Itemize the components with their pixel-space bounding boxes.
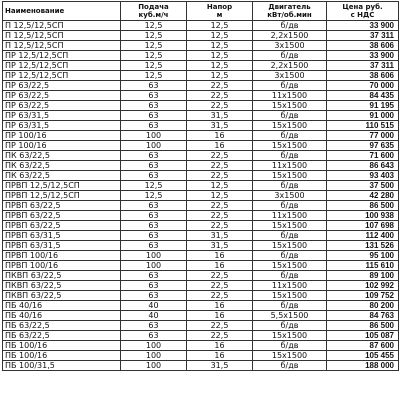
cell-head: 31,5: [187, 231, 253, 241]
table-body: [3, 21, 399, 371]
cell-flow: 12,5: [121, 31, 187, 41]
cell-head: 22,5: [187, 171, 253, 181]
cell-head: 22,5: [187, 201, 253, 211]
cell-flow: 12,5: [121, 181, 187, 191]
cell-name: ПР 12,5/12,5СП: [3, 51, 121, 61]
table-row: [3, 341, 399, 351]
table-row: [3, 71, 399, 81]
cell-price: 37 500: [327, 181, 399, 191]
cell-flow: 63: [121, 321, 187, 331]
cell-price: 89 100: [327, 271, 399, 281]
cell-flow: 12,5: [121, 21, 187, 31]
cell-price: 42 280: [327, 191, 399, 201]
cell-motor: 2,2х1500: [253, 61, 327, 71]
header-head-line2: м: [216, 11, 223, 19]
table-row: [3, 111, 399, 121]
cell-head: 16: [187, 131, 253, 141]
cell-flow: 63: [121, 281, 187, 291]
cell-head: 22,5: [187, 331, 253, 341]
table-row: [3, 211, 399, 221]
cell-flow: 100: [121, 261, 187, 271]
cell-flow: 63: [121, 121, 187, 131]
cell-flow: 63: [121, 81, 187, 91]
cell-motor: б/дв: [253, 181, 327, 191]
cell-name: ПРВП 63/22,5: [3, 211, 121, 221]
cell-motor: 11х1500: [253, 281, 327, 291]
cell-price: 84 435: [327, 91, 399, 101]
cell-price: 97 635: [327, 141, 399, 151]
cell-name: П 12,5/12,5СП: [3, 41, 121, 51]
cell-motor: б/дв: [253, 321, 327, 331]
table-row: [3, 291, 399, 301]
cell-name: ПРВП 12,5/12,5СП: [3, 191, 121, 201]
cell-flow: 12,5: [121, 71, 187, 81]
cell-motor: 15х1500: [253, 351, 327, 361]
table-row: [3, 31, 399, 41]
cell-name: ПКВП 63/22,5: [3, 281, 121, 291]
table-row: [3, 321, 399, 331]
cell-name: ПБ 63/22,5: [3, 321, 121, 331]
cell-motor: б/дв: [253, 271, 327, 281]
cell-name: ПРВП 63/22,5: [3, 221, 121, 231]
cell-flow: 63: [121, 211, 187, 221]
table-row: [3, 271, 399, 281]
table-row: [3, 231, 399, 241]
table-row: [3, 331, 399, 341]
cell-motor: б/дв: [253, 21, 327, 31]
table-row: [3, 351, 399, 361]
cell-motor: б/дв: [253, 301, 327, 311]
cell-motor: б/дв: [253, 111, 327, 121]
cell-price: 107 698: [327, 221, 399, 231]
cell-head: 31,5: [187, 361, 253, 371]
cell-name: ПБ 100/16: [3, 351, 121, 361]
header-flow: [121, 2, 187, 21]
table-header: [3, 2, 399, 21]
cell-head: 12,5: [187, 181, 253, 191]
cell-price: 87 600: [327, 341, 399, 351]
header-price: [327, 2, 399, 21]
cell-motor: б/дв: [253, 361, 327, 371]
header-motor-line2: кВт/об.мин: [267, 11, 312, 19]
cell-price: 38 606: [327, 41, 399, 51]
cell-name: ПБ 63/22,5: [3, 331, 121, 341]
cell-price: 102 992: [327, 281, 399, 291]
cell-head: 12,5: [187, 61, 253, 71]
cell-name: ПР 63/31,5: [3, 121, 121, 131]
cell-flow: 100: [121, 341, 187, 351]
table-row: [3, 171, 399, 181]
cell-motor: б/дв: [253, 51, 327, 61]
cell-motor: 15х1500: [253, 141, 327, 151]
cell-head: 22,5: [187, 91, 253, 101]
table-row: [3, 181, 399, 191]
cell-head: 22,5: [187, 221, 253, 231]
cell-head: 22,5: [187, 321, 253, 331]
cell-head: 16: [187, 251, 253, 261]
cell-name: ПР 63/22,5: [3, 81, 121, 91]
cell-motor: 3х1500: [253, 41, 327, 51]
cell-name: ПР 63/22,5: [3, 91, 121, 101]
cell-name: П 12,5/12,5СП: [3, 21, 121, 31]
cell-head: 31,5: [187, 241, 253, 251]
cell-name: ПР 100/16: [3, 131, 121, 141]
cell-name: ПБ 100/16: [3, 341, 121, 351]
cell-price: 71 600: [327, 151, 399, 161]
cell-motor: 11х1500: [253, 211, 327, 221]
cell-motor: 15х1500: [253, 171, 327, 181]
cell-name: ПР 63/22,5: [3, 101, 121, 111]
cell-flow: 100: [121, 351, 187, 361]
cell-head: 22,5: [187, 81, 253, 91]
cell-flow: 100: [121, 361, 187, 371]
cell-motor: б/дв: [253, 251, 327, 261]
cell-motor: 15х1500: [253, 261, 327, 271]
table-row: [3, 361, 399, 371]
cell-motor: б/дв: [253, 201, 327, 211]
cell-motor: 15х1500: [253, 101, 327, 111]
cell-name: ПРВП 63/22,5: [3, 201, 121, 211]
table-row: [3, 141, 399, 151]
cell-price: 33 900: [327, 21, 399, 31]
cell-motor: 3х1500: [253, 191, 327, 201]
cell-flow: 63: [121, 91, 187, 101]
cell-name: ПР 12,5/12,5СП: [3, 71, 121, 81]
cell-motor: б/дв: [253, 231, 327, 241]
table-row: [3, 51, 399, 61]
cell-price: 37 311: [327, 31, 399, 41]
table-row: [3, 121, 399, 131]
cell-name: ПРВП 100/16: [3, 261, 121, 271]
cell-head: 12,5: [187, 191, 253, 201]
cell-motor: 2,2х1500: [253, 31, 327, 41]
cell-head: 12,5: [187, 71, 253, 81]
cell-motor: 15х1500: [253, 241, 327, 251]
cell-price: 86 500: [327, 201, 399, 211]
cell-flow: 63: [121, 331, 187, 341]
cell-head: 12,5: [187, 41, 253, 51]
cell-price: 86 500: [327, 321, 399, 331]
cell-name: ПК 63/22,5: [3, 171, 121, 181]
cell-motor: б/дв: [253, 341, 327, 351]
cell-head: 22,5: [187, 281, 253, 291]
cell-price: 37 311: [327, 61, 399, 71]
header-motor-line1: Двигатель: [268, 3, 311, 11]
cell-price: 86 643: [327, 161, 399, 171]
cell-name: ПБ 40/16: [3, 311, 121, 321]
cell-motor: 15х1500: [253, 331, 327, 341]
cell-flow: 63: [121, 101, 187, 111]
price-table: [2, 1, 399, 371]
cell-price: 95 100: [327, 251, 399, 261]
cell-motor: 11х1500: [253, 91, 327, 101]
cell-price: 100 938: [327, 211, 399, 221]
table-row: [3, 301, 399, 311]
table-row: [3, 221, 399, 231]
cell-name: П 12,5/12,5СП: [3, 31, 121, 41]
cell-flow: 63: [121, 201, 187, 211]
cell-head: 22,5: [187, 151, 253, 161]
cell-name: ПР 63/31,5: [3, 111, 121, 121]
cell-flow: 100: [121, 251, 187, 261]
cell-name: ПБ 100/31,5: [3, 361, 121, 371]
header-name-label: Наименование: [5, 7, 65, 15]
cell-head: 22,5: [187, 211, 253, 221]
cell-motor: б/дв: [253, 81, 327, 91]
cell-flow: 12,5: [121, 51, 187, 61]
cell-motor: 3х1500: [253, 71, 327, 81]
cell-price: 91 000: [327, 111, 399, 121]
cell-name: ПК 63/22,5: [3, 151, 121, 161]
cell-price: 77 000: [327, 131, 399, 141]
header-head-line1: Напор: [206, 3, 233, 11]
cell-name: ПРВП 63/31,5: [3, 231, 121, 241]
header-price-line2: с НДС: [350, 11, 375, 19]
table-row: [3, 311, 399, 321]
cell-motor: 5,5х1500: [253, 311, 327, 321]
cell-flow: 63: [121, 221, 187, 231]
cell-name: ПБ 40/16: [3, 301, 121, 311]
cell-price: 115 610: [327, 261, 399, 271]
cell-name: ПРВП 12,5/12,5СП: [3, 181, 121, 191]
cell-motor: 15х1500: [253, 221, 327, 231]
cell-price: 105 087: [327, 331, 399, 341]
cell-head: 16: [187, 311, 253, 321]
cell-head: 22,5: [187, 161, 253, 171]
cell-flow: 12,5: [121, 191, 187, 201]
table-row: [3, 101, 399, 111]
cell-flow: 40: [121, 301, 187, 311]
cell-name: ПР 12,5/12,5СП: [3, 61, 121, 71]
cell-flow: 100: [121, 141, 187, 151]
table-row: [3, 61, 399, 71]
cell-name: ПР 100/16: [3, 141, 121, 151]
cell-price: 70 000: [327, 81, 399, 91]
cell-price: 93 403: [327, 171, 399, 181]
table-row: [3, 201, 399, 211]
table-row: [3, 251, 399, 261]
cell-head: 12,5: [187, 31, 253, 41]
cell-flow: 63: [121, 231, 187, 241]
price-list-sheet: [2, 1, 398, 371]
cell-price: 80 200: [327, 301, 399, 311]
cell-flow: 63: [121, 111, 187, 121]
header-price-line1: Цена руб.: [342, 3, 383, 11]
cell-price: 109 752: [327, 291, 399, 301]
table-row: [3, 261, 399, 271]
header-name: [3, 2, 121, 21]
cell-flow: 63: [121, 151, 187, 161]
cell-head: 31,5: [187, 121, 253, 131]
header-motor: [253, 2, 327, 21]
cell-name: ПК 63/22,5: [3, 161, 121, 171]
cell-head: 22,5: [187, 101, 253, 111]
cell-motor: б/дв: [253, 131, 327, 141]
cell-flow: 63: [121, 291, 187, 301]
cell-head: 12,5: [187, 21, 253, 31]
table-row: [3, 161, 399, 171]
table-row: [3, 241, 399, 251]
cell-price: 110 515: [327, 121, 399, 131]
cell-head: 16: [187, 301, 253, 311]
cell-flow: 12,5: [121, 61, 187, 71]
table-row: [3, 41, 399, 51]
table-row: [3, 281, 399, 291]
header-head: [187, 2, 253, 21]
cell-price: 188 000: [327, 361, 399, 371]
table-row: [3, 81, 399, 91]
cell-price: 84 763: [327, 311, 399, 321]
cell-head: 31,5: [187, 111, 253, 121]
cell-flow: 63: [121, 171, 187, 181]
cell-name: ПРВП 63/31,5: [3, 241, 121, 251]
cell-head: 16: [187, 141, 253, 151]
table-row: [3, 21, 399, 31]
cell-name: ПРВП 100/16: [3, 251, 121, 261]
cell-price: 112 400: [327, 231, 399, 241]
cell-motor: 15х1500: [253, 121, 327, 131]
header-flow-line2: куб.м/ч: [138, 11, 169, 19]
cell-flow: 100: [121, 131, 187, 141]
cell-price: 131 526: [327, 241, 399, 251]
table-row: [3, 191, 399, 201]
cell-flow: 40: [121, 311, 187, 321]
cell-head: 22,5: [187, 271, 253, 281]
cell-head: 12,5: [187, 51, 253, 61]
header-flow-line1: Подача: [138, 3, 169, 11]
table-row: [3, 131, 399, 141]
cell-head: 16: [187, 351, 253, 361]
cell-flow: 63: [121, 161, 187, 171]
cell-price: 91 195: [327, 101, 399, 111]
cell-price: 105 455: [327, 351, 399, 361]
cell-flow: 63: [121, 271, 187, 281]
cell-price: 33 900: [327, 51, 399, 61]
header-row: [3, 2, 399, 21]
cell-flow: 63: [121, 241, 187, 251]
cell-head: 16: [187, 341, 253, 351]
table-row: [3, 91, 399, 101]
cell-head: 22,5: [187, 291, 253, 301]
cell-price: 38 606: [327, 71, 399, 81]
cell-motor: 15х1500: [253, 291, 327, 301]
cell-head: 16: [187, 261, 253, 271]
cell-flow: 12,5: [121, 41, 187, 51]
cell-motor: 11х1500: [253, 161, 327, 171]
table-row: [3, 151, 399, 161]
cell-name: ПКВП 63/22,5: [3, 271, 121, 281]
cell-motor: б/дв: [253, 151, 327, 161]
cell-name: ПКВП 63/22,5: [3, 291, 121, 301]
